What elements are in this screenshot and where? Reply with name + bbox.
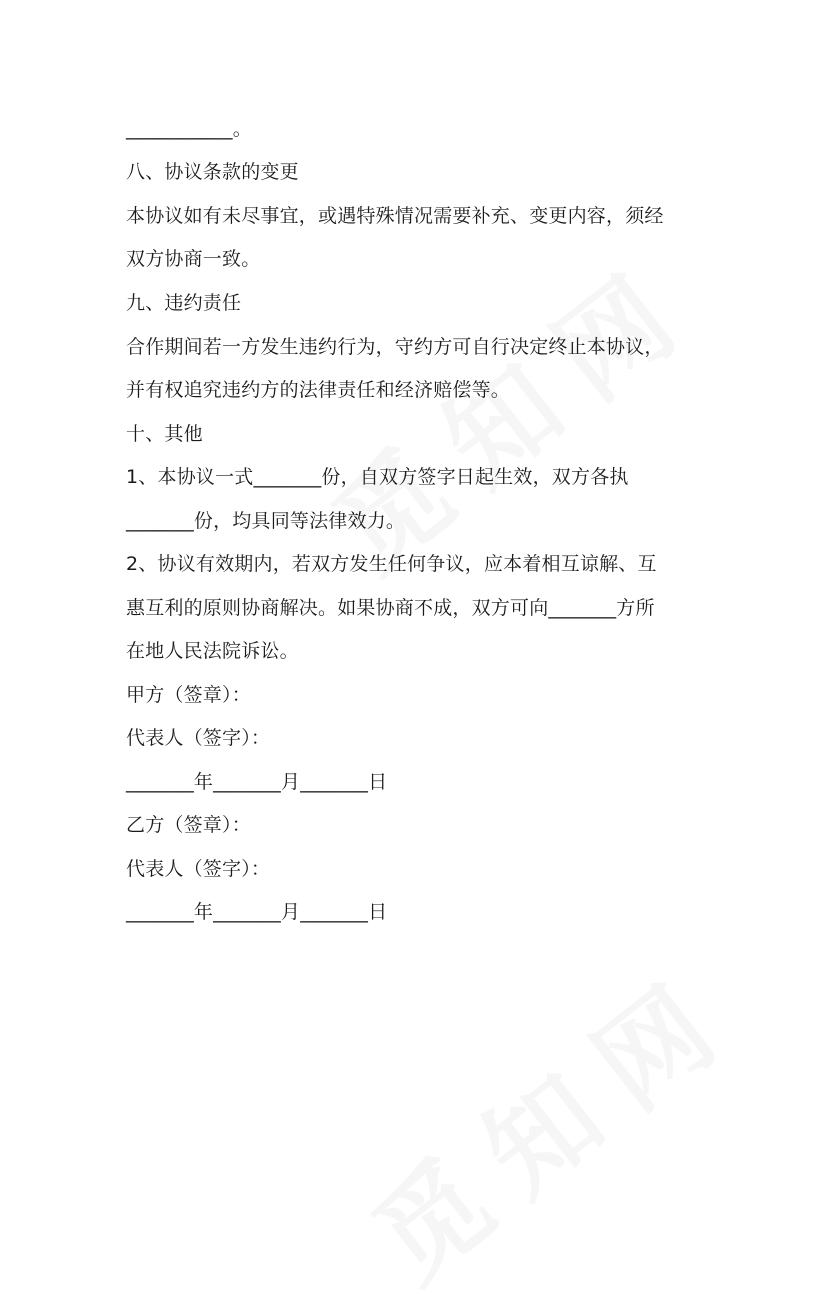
party-a-seal: 甲方（签章）：: [126, 684, 251, 706]
paragraph-line: 并有权追究违约方的法律责任和经济赔偿等。: [126, 379, 511, 401]
section-heading-9: 九、违约责任: [126, 292, 242, 314]
party-a-representative: 代表人（签字）：: [126, 727, 271, 749]
watermark: [296, 217, 724, 600]
watermark-bottom: [336, 927, 764, 1310]
party-b-date: _______年_______月_______日: [126, 901, 388, 923]
section-heading-10: 十、其他: [126, 423, 203, 445]
blank-line-end: ___________。: [126, 118, 252, 140]
paragraph-line: 在地人民法院诉讼。: [126, 640, 299, 662]
paragraph-line: 惠互利的原则协商解决。如果协商不成，双方可向_______方所: [126, 597, 655, 619]
section-heading-8: 八、协议条款的变更: [126, 161, 299, 183]
paragraph-line: 1、本协议一式_______份，自双方签字日起生效，双方各执: [126, 466, 629, 488]
paragraph-line: _______份，均具同等法律效力。: [126, 510, 406, 532]
party-a-date: _______年_______月_______日: [126, 771, 388, 793]
paragraph-line: 双方协商一致。: [126, 248, 261, 270]
paragraph-line: 合作期间若一方发生违约行为，守约方可自行决定终止本协议，: [126, 336, 664, 358]
paragraph-line: 本协议如有未尽事宜，或遇特殊情况需要补充、变更内容，须经: [126, 205, 664, 227]
party-b-seal: 乙方（签章）：: [126, 814, 251, 836]
paragraph-line: 2、协议有效期内，若双方发生任何争议，应本着相互谅解、互: [126, 553, 657, 575]
party-b-representative: 代表人（签字）：: [126, 858, 271, 880]
